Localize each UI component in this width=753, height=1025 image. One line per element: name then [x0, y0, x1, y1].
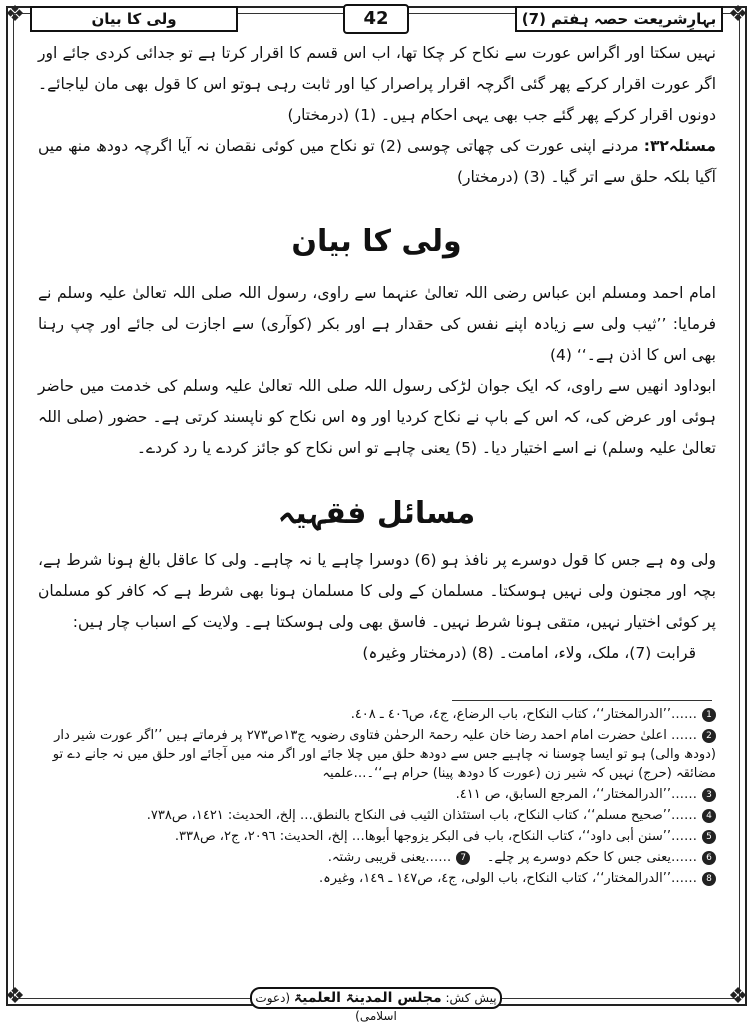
- footnote: 2…… اعلیٰ حضرت امام احمد رضا خان علیہ رحمۃ الرحمٰن فتاوی رضویہ ج۱۳ص۲۷۳ پر فرماتے ہیں ’’اگر عورت شیر دار (دودھ والی) ہو تو ایسا چوسنا نہ چاہیے جس سے دودھ حلق میں چلا جائے اور اگر منہ میں آجائے اور حلق میں نہ جانے دے تو مضائقہ (حرج) نہیں کہ شیر زن (عورت کا دودھ پینا) حرام ہے‘‘۔…علمیہ: [52, 728, 716, 781]
- footnote: 1……’’الدرالمختار‘‘، کتاب النکاح، باب الرضاع، ج٤، ص٤٠٦ ـ ٤٠٨.: [38, 705, 716, 724]
- masala-paragraph: [38, 131, 716, 193]
- book-title-header: بہارِشریعت حصہ ہفتم (7): [515, 6, 723, 32]
- corner-ornament-icon: ❖: [5, 984, 25, 1009]
- page-number: 42: [343, 4, 409, 34]
- hadith-paragraph-1: امام احمد ومسلم ابن عباس رضی اللہ تعالیٰ عنہما سے راوی، رسول اللہ صلی اللہ تعالیٰ علیہ وسلم نے فرمایا: ’’ثیب ولی سے زیادہ اپنے نفس کی حقدار ہے اور بکر (کوآری) سے اجازت لی جائے اور چپ رہنا بھی اس کا اذن ہے۔‘‘ (4): [38, 284, 716, 364]
- corner-ornament-icon: ❖: [728, 2, 748, 27]
- intro-paragraph: نہیں سکتا اور اگراس عورت سے نکاح کر چکا تھا، اب اس قسم کا اقرار کرتا ہے تو جدائی کردی جائے اور اگر عورت اقرار کرکے پھر گئی اگرچہ اقرار پراصرار کیا اور ثابت رہی ہوتو اس کا قول بھی مان لیاجائے۔ دونوں اقرار کرکے پھر گئے جب بھی یہی احکام ہیں۔ (1) (درمختار): [38, 44, 716, 124]
- section-heading-wali: ولی کا بیان: [291, 224, 462, 259]
- footnote: 8……’’الدرالمختار‘‘، کتاب النکاح، باب الولی، ج٤، ص١٤٧ ـ ١٤٩، وغیرہ.: [38, 869, 716, 888]
- footnotes-list: [38, 705, 716, 890]
- masail-section: [38, 545, 716, 669]
- section-heading-masail: مسائل فقہیہ: [277, 496, 476, 531]
- footnote: 6……یعنی جس کا حکم دوسرے پر چلے۔ 7……یعنی قریبی رشتہ.: [38, 848, 716, 867]
- footnote: 5……’’سنن أبی داود‘‘، کتاب النکاح، باب فی البکر یزوجھا أبوھا… إلخ، الحدیث: ٢٠٩٦، ج٢، ص٣٣٨.: [38, 827, 716, 846]
- footer-org: مجلس المدینۃ العلمیۃ: [293, 990, 442, 1006]
- wilayat-causes: قرابت (7)، ملک، ولاء، امامت۔ (8) (درمختار وغیرہ): [362, 644, 696, 662]
- masala-label: مسئلہ۳۲:: [643, 137, 716, 155]
- footnote: 3……’’الدرالمختار‘‘، المرجع السابق، ص ٤١١.: [38, 785, 716, 804]
- footnote-divider: [452, 700, 712, 701]
- corner-ornament-icon: ❖: [728, 984, 748, 1009]
- intro-block: [38, 38, 716, 193]
- corner-ornament-icon: ❖: [5, 2, 25, 27]
- masail-paragraph: ولی وہ ہے جس کا قول دوسرے پر نافذ ہو (6) دوسرا چاہے یا نہ چاہے۔ ولی کا عاقل بالغ ہونا شرط ہے، بچہ اور مجنون ولی نہیں ہوسکتا۔ مسلمان کے ولی کا مسلمان ہونا بھی شرط ہے کہ کافر کو مسلمان پر کوئی اختیار نہیں، متقی ہونا شرط نہیں۔ فاسق بھی ولی ہوسکتا ہے۔ ولایت کے اسباب چار ہیں:: [38, 551, 716, 631]
- hadith-paragraph-2: ابوداود انھیں سے راوی، کہ ایک جوان لڑکی رسول اللہ صلی اللہ تعالیٰ علیہ وسلم کی خدمت میں حاضر ہوئی اور عرض کی، کہ اس کے باپ نے نکاح کردیا اور وہ اس نکاح کو ناپسند کرتی ہے۔ حضور (صلی اللہ تعالیٰ علیہ وسلم) نے اسے اختیار دیا۔ (5) یعنی چاہے تو اس نکاح کو جائز کردے یا رد کردے۔: [38, 377, 716, 457]
- footer-prefix: پیش کش:: [445, 991, 497, 1005]
- masala-text: مردنے اپنی عورت کی چھاتی چوسی (2) تو نکاح میں کوئی نقصان نہ آیا اگرچہ دودھ منھ میں آگیا بلکہ حلق سے اتر گیا۔ (3) (درمختار): [38, 137, 716, 186]
- wali-section: [38, 278, 716, 464]
- chapter-title-header: ولی کا بیان: [30, 6, 238, 32]
- publisher-footer: [250, 987, 502, 1023]
- footer-suffix: (دعوت اسلامی): [255, 991, 397, 1023]
- footnote: 4……’’صحیح مسلم‘‘، کتاب النکاح، باب استئذان الثیب فی النکاح بالنطق… إلخ، الحدیث: ١٤٢١، ص٧٣٨.: [38, 806, 716, 825]
